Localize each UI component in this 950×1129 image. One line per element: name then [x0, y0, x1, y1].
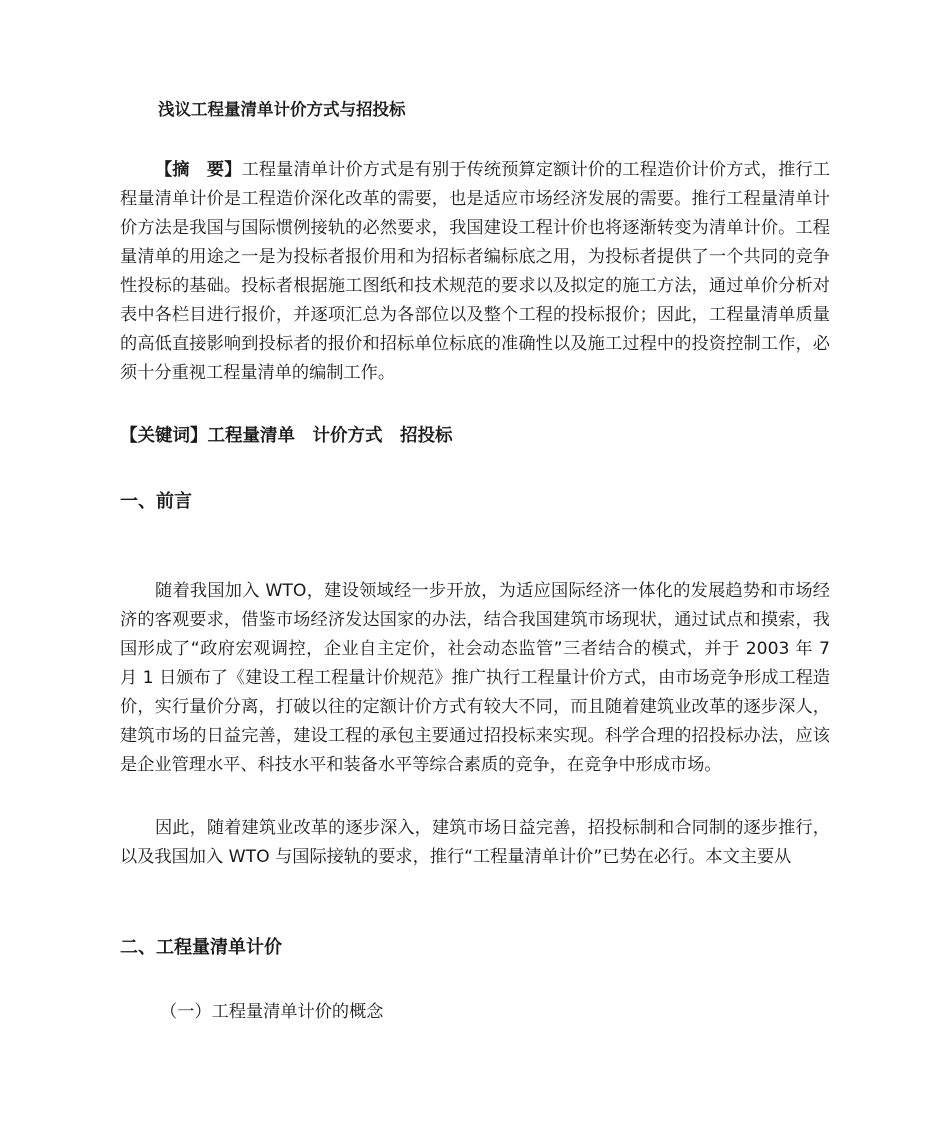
keywords-line: 【关键词】工程量清单 计价方式 招投标 — [120, 426, 453, 446]
section-heading-preface: 一、前言 — [120, 491, 192, 512]
document-title: 浅议工程量清单计价方式与招投标 — [158, 100, 406, 119]
body-paragraph: 随着我国加入 WTO，建设领域经一步开放，为适应国际经济一体化的发展趋势和市场经济的客观要求，借鉴市场经济发达国家的办法，结合我国建筑市场现状，通过试点和摸索，我国形成了“政府宏观调控，企业自主定价，社会动态监管”三者结合的模式，并于 2003 年 7 月 1 日颁布了《建设工程工程量计价规范》推广执行工程量计价方式，由市场竞争形成工程造价，实行量价分离，打破以往的定额计价方式有较大不同，而且随着建筑业改革的逐步深人，建筑市场的日益完善，建设工程的承包主要通过招投标来实现。科学合理的招投标办法，应该是企业管理水平、科技水平和装备水平等综合素质的竞争，在竞争中形成市场。 — [120, 581, 830, 775]
abstract-paragraph — [120, 156, 830, 388]
body-paragraph: 因此，随着建筑业改革的逐步深入，建筑市场日益完善，招投标制和合同制的逐步推行，以及我国加入 WTO 与国际接轨的要求，推行“工程量清单计价”已势在必行。本文主要从 — [120, 818, 830, 867]
abstract-label: 【摘 要】 — [155, 160, 242, 180]
section-heading-bill-of-quantities: 二、工程量清单计价 — [120, 937, 282, 958]
abstract-text: 工程量清单计价方式是有别于传统预算定额计价的工程造价计价方式，推行工程量清单计价是工程造价深化改革的需要，也是适应市场经济发展的需要。推行工程量清单计价方法是我国与国际惯例接轨的必然要求，我国建设工程计价也将逐渐转变为清单计价。工程量清单的用途之一是为投标者报价用和为招标者编标底之用，为投标者提供了一个共同的竞争性投标的基础。投标者根据施工图纸和技术规范的要求以及拟定的施工方法，通过单价分析对表中各栏目进行报价，并逐项汇总为各部位以及整个工程的投标报价；因此，工程量清单质量的高低直接影响到投标者的报价和招标单位标底的准确性以及施工过程中的投资控制工作，必须十分重视工程量清单的编制工作。 — [120, 160, 830, 383]
subsection-heading: （一）工程量清单计价的概念 — [160, 1002, 384, 1022]
